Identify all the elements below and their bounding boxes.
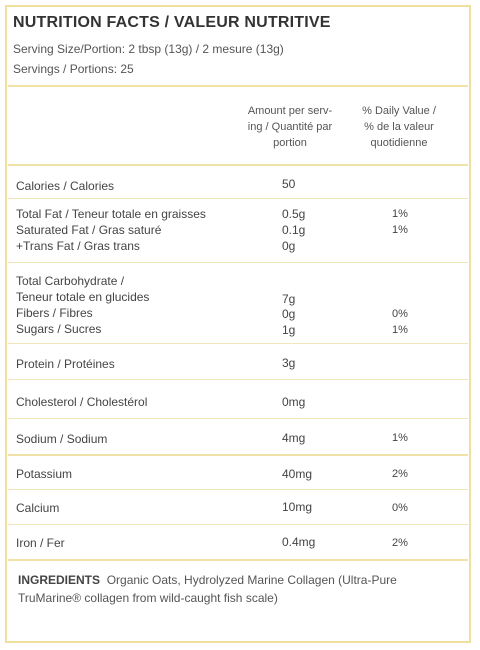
total-fat-label: Total Fat / Teneur totale en graisses [16,207,206,221]
calcium-amount: 10mg [282,500,313,514]
protein-amount: 3g [282,356,296,370]
mineral-divider [8,454,468,456]
potassium-amount: 40mg [282,467,313,481]
row-divider [8,198,468,199]
carbs-label-line-1: Total Carbohydrate / [16,274,125,288]
trans-fat-label: +Trans Fat / Gras trans [16,239,140,253]
carbs-amount: 7g [282,292,296,306]
calories-amount: 50 [282,177,296,191]
sugar-amount: 1g [282,323,296,337]
sugar-dv: 1% [392,324,408,336]
dv-header-line-3: quotidienne [370,137,428,149]
iron-amount: 0.4mg [282,535,316,549]
ingredients-block [18,571,458,607]
ingredients-text: Organic Oats, Hydrolyzed Marine Collagen (Ultra-Pure TruMarine® collagen from wild-caught fish scale) [18,573,397,605]
total-fat-dv: 1% [392,208,408,220]
iron-dv: 2% [392,537,408,549]
saturated-fat-dv: 1% [392,224,408,236]
fibre-label: Fibers / Fibres [16,306,93,320]
sodium-label: Sodium / Sodium [16,432,108,446]
sodium-dv: 1% [392,432,408,444]
servings-per-container: Servings / Portions: 25 [13,62,134,76]
potassium-label: Potassium [16,467,73,481]
amount-column-header [230,103,350,151]
sugar-label: Sugars / Sucres [16,322,102,336]
row-divider [8,418,468,419]
row-divider [8,524,468,525]
cholesterol-amount: 0mg [282,395,306,409]
column-header-divider [8,164,468,166]
fibre-amount: 0g [282,307,296,321]
iron-label: Iron / Fer [16,536,65,550]
amount-header-line-3: portion [273,137,307,149]
carbs-label-line-2: Teneur totale en glucides [16,290,150,304]
ingredients-heading: INGREDIENTS [18,573,101,587]
dv-header-line-2: % de la valeur [364,121,434,133]
calcium-dv: 0% [392,502,408,514]
fibre-dv: 0% [392,308,408,320]
sodium-amount: 4mg [282,431,306,445]
row-divider [8,343,468,344]
protein-label: Protein / Protéines [16,357,115,371]
ingredients-divider [8,559,468,561]
dv-column-header [344,103,454,151]
saturated-fat-label: Saturated Fat / Gras saturé [16,223,162,237]
calories-label: Calories / Calories [16,179,115,193]
row-divider [8,379,468,380]
row-divider [8,489,468,490]
total-fat-amount: 0.5g [282,207,306,221]
cholesterol-label: Cholesterol / Cholestérol [16,395,148,409]
trans-fat-amount: 0g [282,239,296,253]
row-divider [8,262,468,263]
serving-size: Serving Size/Portion: 2 tbsp (13g) / 2 mesure (13g) [13,42,284,56]
header-divider [8,85,468,87]
label-title: NUTRITION FACTS / VALEUR NUTRITIVE [13,14,331,31]
amount-header-line-2: ing / Quantité par [247,121,333,133]
amount-header-line-1: Amount per serv- [247,105,333,117]
saturated-fat-amount: 0.1g [282,223,306,237]
calcium-label: Calcium [16,501,60,515]
dv-header-line-1: % Daily Value / [362,105,436,117]
potassium-dv: 2% [392,468,408,480]
